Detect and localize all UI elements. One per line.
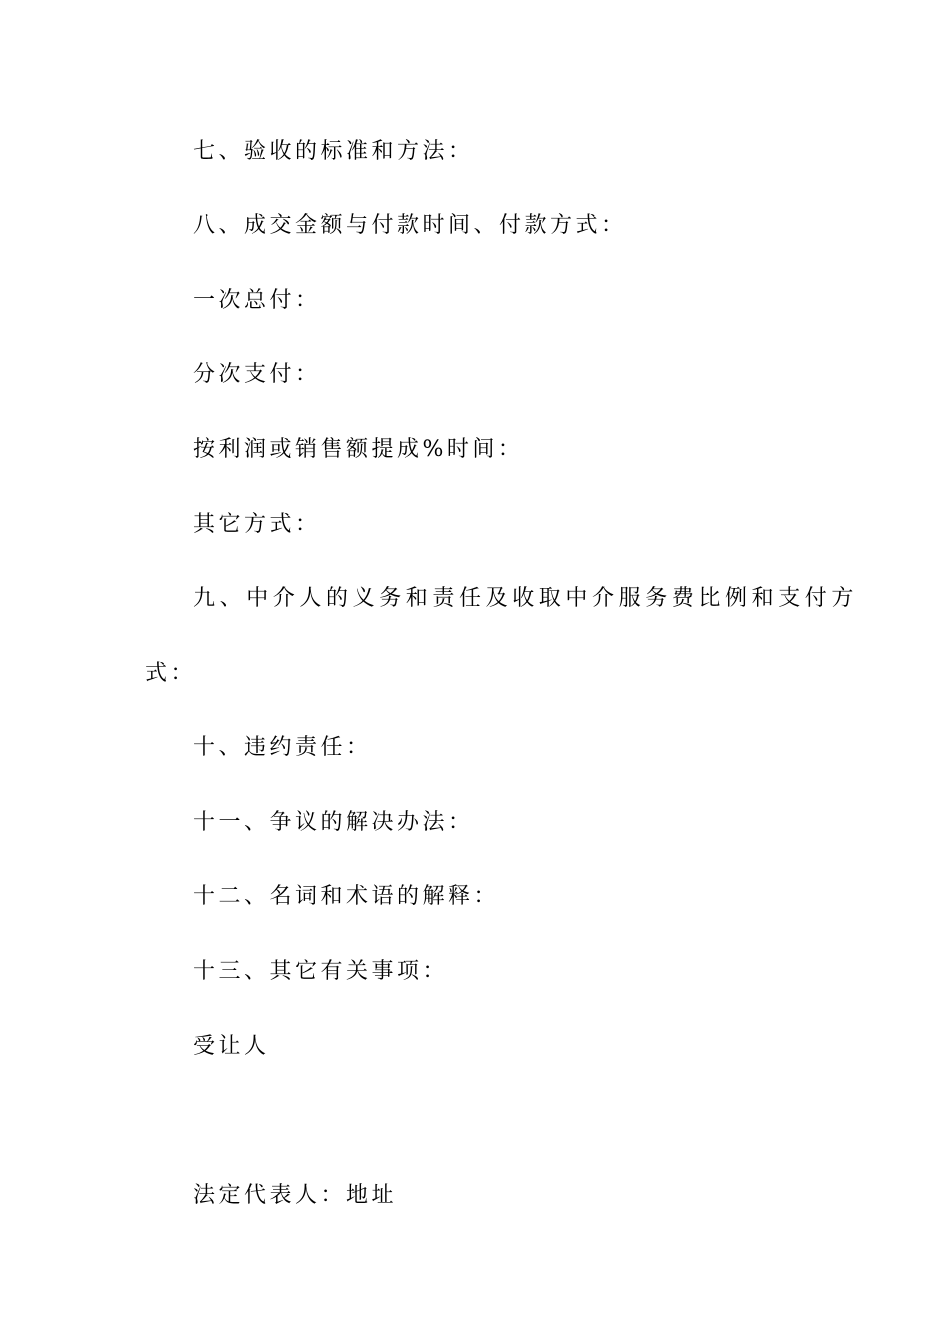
section-7-acceptance-standards: 七、验收的标准和方法： xyxy=(193,139,474,164)
section-9-intermediary-duties: 九、中介人的义务和责任及收取中介服务费比例和支付方 xyxy=(193,586,859,611)
section-8-payment-terms: 八、成交金额与付款时间、付款方式： xyxy=(193,213,627,238)
payment-other: 其它方式： xyxy=(193,512,321,537)
payment-installments: 分次支付： xyxy=(193,362,321,387)
section-13-other-matters: 十三、其它有关事项： xyxy=(193,959,449,984)
section-11-dispute-resolution: 十一、争议的解决办法： xyxy=(193,810,474,835)
payment-lump-sum: 一次总付： xyxy=(193,288,321,313)
section-9-continuation: 式： xyxy=(145,661,197,686)
section-10-breach-liability: 十、违约责任： xyxy=(193,735,372,760)
section-12-terms-definitions: 十二、名词和术语的解释： xyxy=(193,884,500,909)
legal-representative-address: 法定代表人：地址 xyxy=(193,1183,398,1208)
transferee-label: 受让人 xyxy=(193,1034,270,1059)
payment-commission: 按利润或销售额提成%时间： xyxy=(193,437,524,462)
